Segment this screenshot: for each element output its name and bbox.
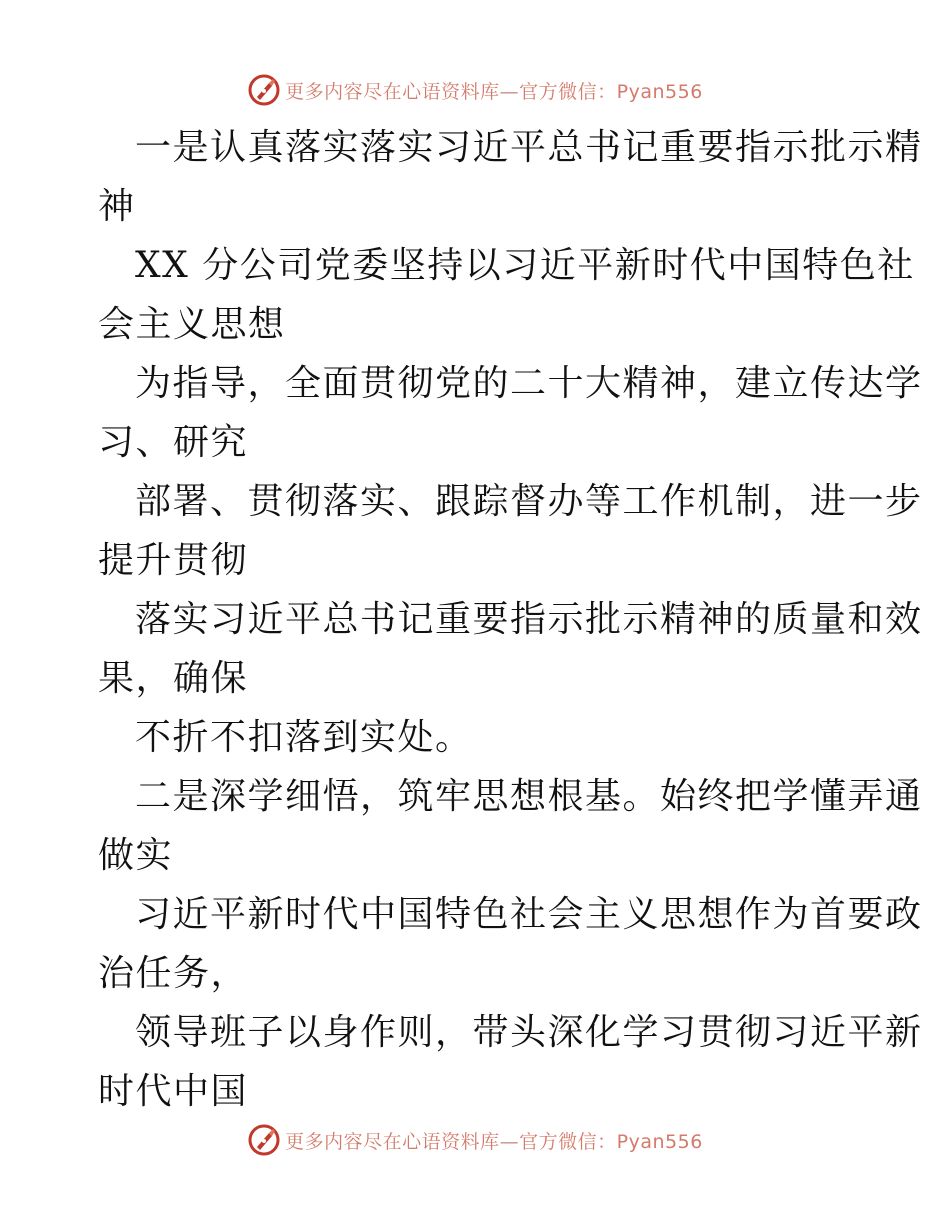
- text-line: 落实习近平总书记重要指示批示精神的质量和效: [135, 599, 923, 640]
- text-line: 二是深学细悟，筑牢思想根基。始终把学懂弄通: [135, 776, 923, 817]
- text-line: 不折不扣落到实处。: [135, 717, 473, 758]
- text-line: 一是认真落实落实习近平总书记重要指示批示精: [135, 127, 923, 168]
- text-line: 为指导，全面贯彻党的二十大精神，建立传达学: [135, 363, 923, 404]
- text-line: 时代中国: [98, 1071, 249, 1112]
- text-line: 会主义思想: [98, 304, 286, 345]
- pen-nib-logo-icon: [247, 73, 281, 107]
- footer-banner: [0, 1120, 950, 1160]
- pen-nib-logo-icon: [247, 1123, 281, 1157]
- text-line: 治任务，: [98, 953, 249, 994]
- text-line: 部署、贯彻落实、跟踪督办等工作机制，进一步: [135, 481, 923, 522]
- header-banner-text: 更多内容尽在心语资料库—官方微信：Pyan556: [285, 80, 703, 103]
- text-line: 提升贯彻: [98, 540, 249, 581]
- text-line: 果，确保: [98, 658, 249, 699]
- text-line: 习、研究: [98, 422, 249, 463]
- text-line: 做实: [98, 835, 174, 876]
- document-body: [98, 118, 923, 1121]
- header-banner: [0, 70, 950, 110]
- text-line: 习近平新时代中国特色社会主义思想作为首要政: [135, 894, 923, 935]
- text-line: 领导班子以身作则，带头深化学习贯彻习近平新: [135, 1012, 923, 1053]
- text-line: 神: [98, 186, 136, 227]
- footer-banner-text: 更多内容尽在心语资料库—官方微信：Pyan556: [285, 1130, 703, 1153]
- text-line: XX 分公司党委坚持以习近平新时代中国特色社: [135, 245, 915, 286]
